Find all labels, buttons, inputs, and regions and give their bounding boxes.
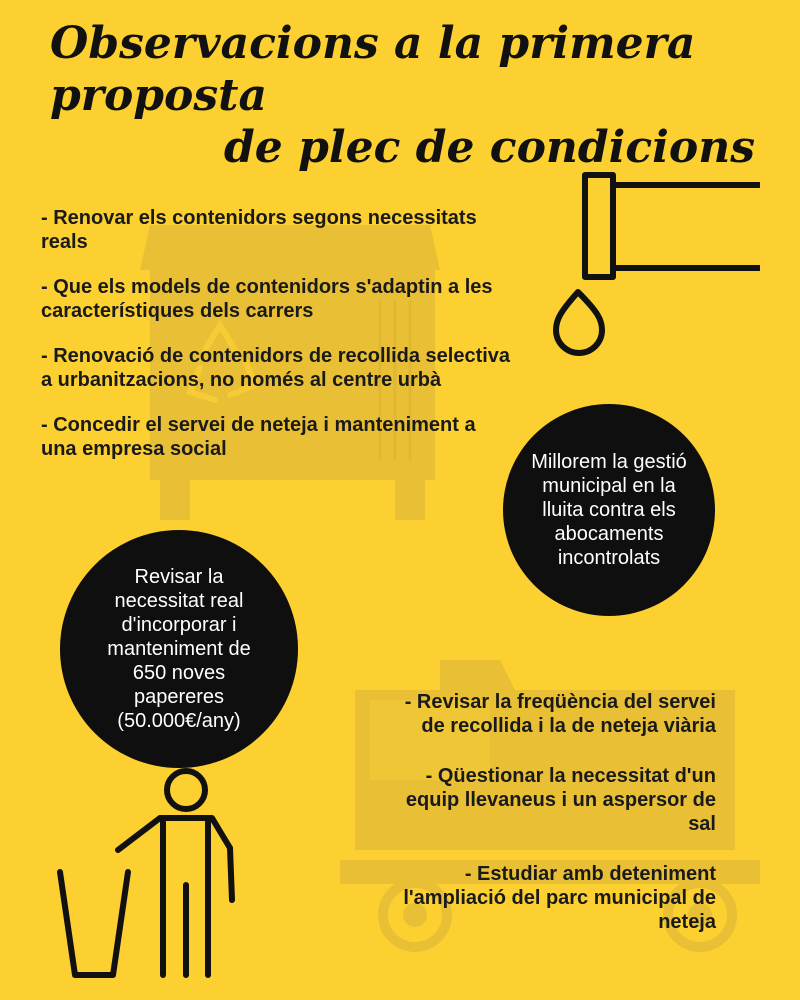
title-line-1: Observacions a la primera proposta	[50, 18, 696, 121]
title-line-2: de plec de condicions	[224, 122, 755, 173]
highlight-circle-bins	[60, 530, 298, 768]
faucet-drop-icon	[556, 175, 760, 353]
list-item: - Revisar la freqüència del servei de recollida i la de neteja viària	[404, 691, 716, 737]
list-item: - Estudiar amb deteniment l'ampliació del parc municipal de neteja	[403, 863, 716, 933]
right-observations-list	[400, 690, 716, 960]
list-item: - Qüestionar la necessitat d'un equip llevaneus i un aspersor de sal	[405, 765, 716, 835]
page-title	[40, 18, 760, 174]
list-item: - Concedir el servei de neteja i manteniment a una empresa social	[41, 414, 476, 460]
left-observations-list	[41, 206, 511, 482]
list-item: - Que els models de contenidors s'adaptin a les característiques dels carrers	[41, 276, 493, 322]
highlight-circle-dumping	[503, 404, 715, 616]
circle-text: Revisar la necessitat real d'incorporar i manteniment de 650 noves papereres (50.000€/any)	[107, 566, 251, 732]
circle-text: Millorem la gestió municipal en la lluita contra els abocaments incontrolats	[531, 451, 687, 569]
list-item: - Renovació de contenidors de recollida selectiva a urbanitzacions, no només al centre urbà	[41, 345, 511, 391]
person-trash-bin-icon	[60, 771, 232, 975]
list-item: - Renovar els contenidors segons necessitats reals	[41, 207, 477, 253]
